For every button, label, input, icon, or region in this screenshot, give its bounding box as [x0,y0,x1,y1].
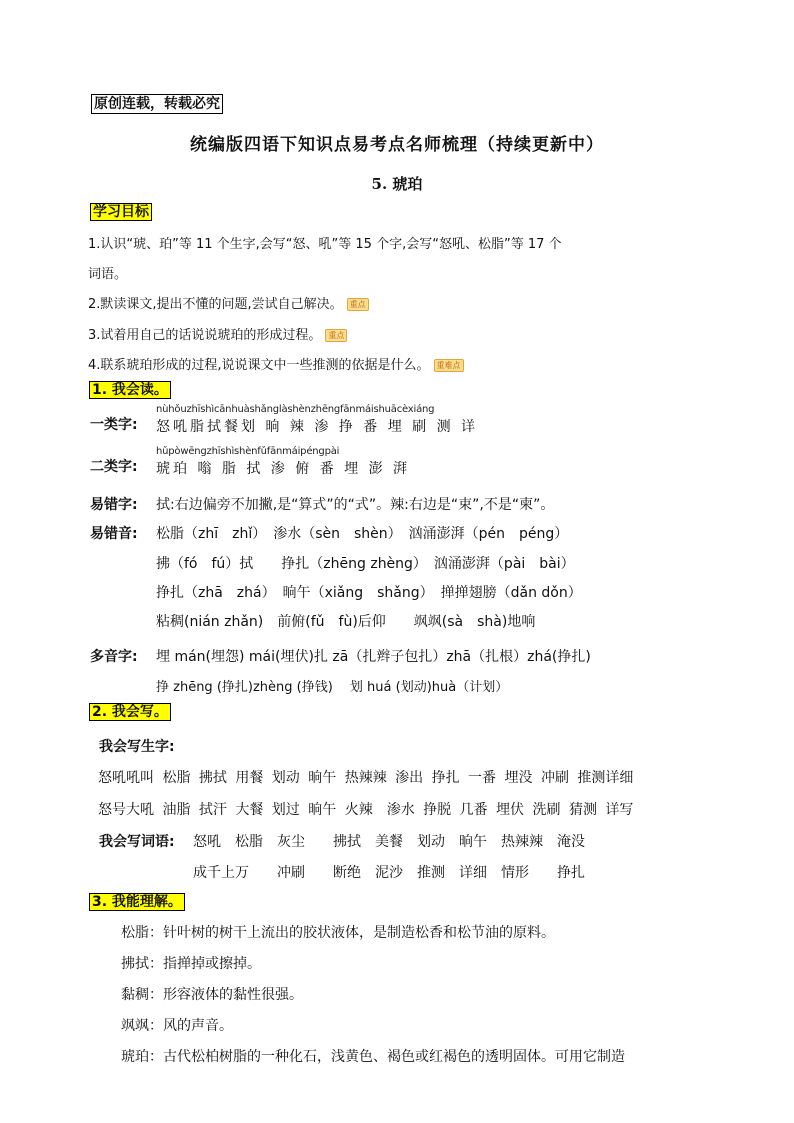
key-point-tag: 重点 [347,298,369,311]
write-words-row-1: 怒吼 松脂 灰尘 拂拭 美餐 划动 晌午 热辣辣 淹没 [193,834,585,850]
definition-item: 琥珀：古代松柏树脂的一种化石，浅黄色、褐色或红褐色的透明固体。可用它制造 [121,1049,625,1065]
type1-label: 一类字: [90,417,138,433]
copyright-notice: 原创连载，转载必究 [91,94,223,114]
write-heading [89,703,171,722]
read-heading [89,381,171,400]
type2-label: 二类字: [90,459,138,475]
write-chars-row-2: 怒号大吼 油脂 拭汗 大餐 划过 晌午 火辣 渗水 挣脱 几番 埋伏 洗刷 猜测 详写 [98,802,634,818]
wrong-char-text: 拭:右边偏旁不加撇,是“算式”的“式”。辣:右边是“束”,不是“柬”。 [156,497,555,513]
polyphone-line-2: 挣 zhēng (挣扎)zhèng (挣钱) 划 huá (划动)huà（计划） [156,680,509,695]
definition-item: 拂拭：指掸掉或擦掉。 [121,956,261,972]
objectives-heading [90,203,152,222]
write-chars-label: 我会写生字: [99,739,175,755]
objective-3-text: 3.试着用自己的话说说琥珀的形成过程。 [88,328,322,343]
objective-2-text: 2.默读课文,提出不懂的问题,尝试自己解决。 [88,297,343,312]
polyphone-line-1: 埋 mán(埋怨) mái(埋伏)扎 zā（扎辫子包扎）zhā（扎根）zhá(挣扎) [156,649,591,665]
wrong-sound-row: 挣扎（zhā zhá） 晌午（xiǎng shǎng） 掸掸翅膀（dǎn dǒn） [156,585,582,601]
objectives-heading-label: 学习目标 [90,203,152,221]
write-chars-row-1: 怒吼吼叫 松脂 拂拭 用餐 划动 晌午 热辣辣 渗出 挣扎 一番 埋没 冲刷 推测详细 [98,770,634,786]
understand-heading [89,893,185,912]
understand-heading-label: 3. 我能理解。 [89,893,185,911]
difficult-point-tag: 重难点 [434,359,464,372]
wrong-char-label: 易错字: [90,497,138,513]
key-point-tag: 重点 [325,329,347,342]
document-title: 统编版四语下知识点易考点名师梳理（持续更新中） [190,135,604,155]
definition-item: 松脂：针叶树的树干上流出的胶状液体，是制造松香和松节油的原料。 [121,925,555,941]
wrong-sound-label: 易错音: [90,526,138,542]
objective-1-cont: 词语。 [88,267,128,282]
definition-item: 黏稠：形容液体的黏性很强。 [121,987,303,1003]
type1-chars: 怒吼脂拭餐划 晌 辣 渗 挣 番 埋 刷 测 详 [156,419,479,435]
write-heading-label: 2. 我会写。 [89,703,171,721]
type2-chars: 琥珀 嗡 脂 拭 渗 俯 番 埋 澎 湃 [156,461,411,477]
wrong-sound-row: 松脂（zhī zhǐ） 渗水（sèn shèn） 汹涌澎湃（pén péng） [156,526,569,542]
objective-1: 1.认识“琥、珀”等 11 个生字,会写“怒、吼”等 15 个字,会写“怒吼、松脂”等 17 个 [88,237,562,252]
write-words-row-2: 成千上万 冲刷 断绝 泥沙 推测 详细 情形 挣扎 [193,865,585,881]
objective-4-text: 4.联系琥珀形成的过程,说说课文中一些推测的依据是什么。 [88,358,430,373]
definition-item: 飒飒：风的声音。 [121,1018,233,1034]
read-heading-label: 1. 我会读。 [89,381,171,399]
wrong-sound-row: 拂（fó fú）拭 挣扎（zhēng zhèng） 汹涌澎湃（pài bài） [156,556,575,572]
lesson-title: 5. 琥珀 [371,175,423,193]
type1-pinyin: nùhǒuzhīshìcānhuàshǎnglàshènzhēngfānmáishuācèxiáng [156,404,435,415]
objective-3 [88,324,347,343]
polyphone-label: 多音字: [90,649,138,665]
objective-2 [88,293,369,312]
objective-4 [88,354,464,373]
write-words-label: 我会写词语: [99,834,175,850]
type2-pinyin: hǔpòwēngzhīshìshènfǔfānmáipéngpài [156,446,340,457]
wrong-sound-row: 粘稠(nián zhǎn) 前俯(fǔ fù)后仰 飒飒(sà shà)地响 [156,614,536,630]
